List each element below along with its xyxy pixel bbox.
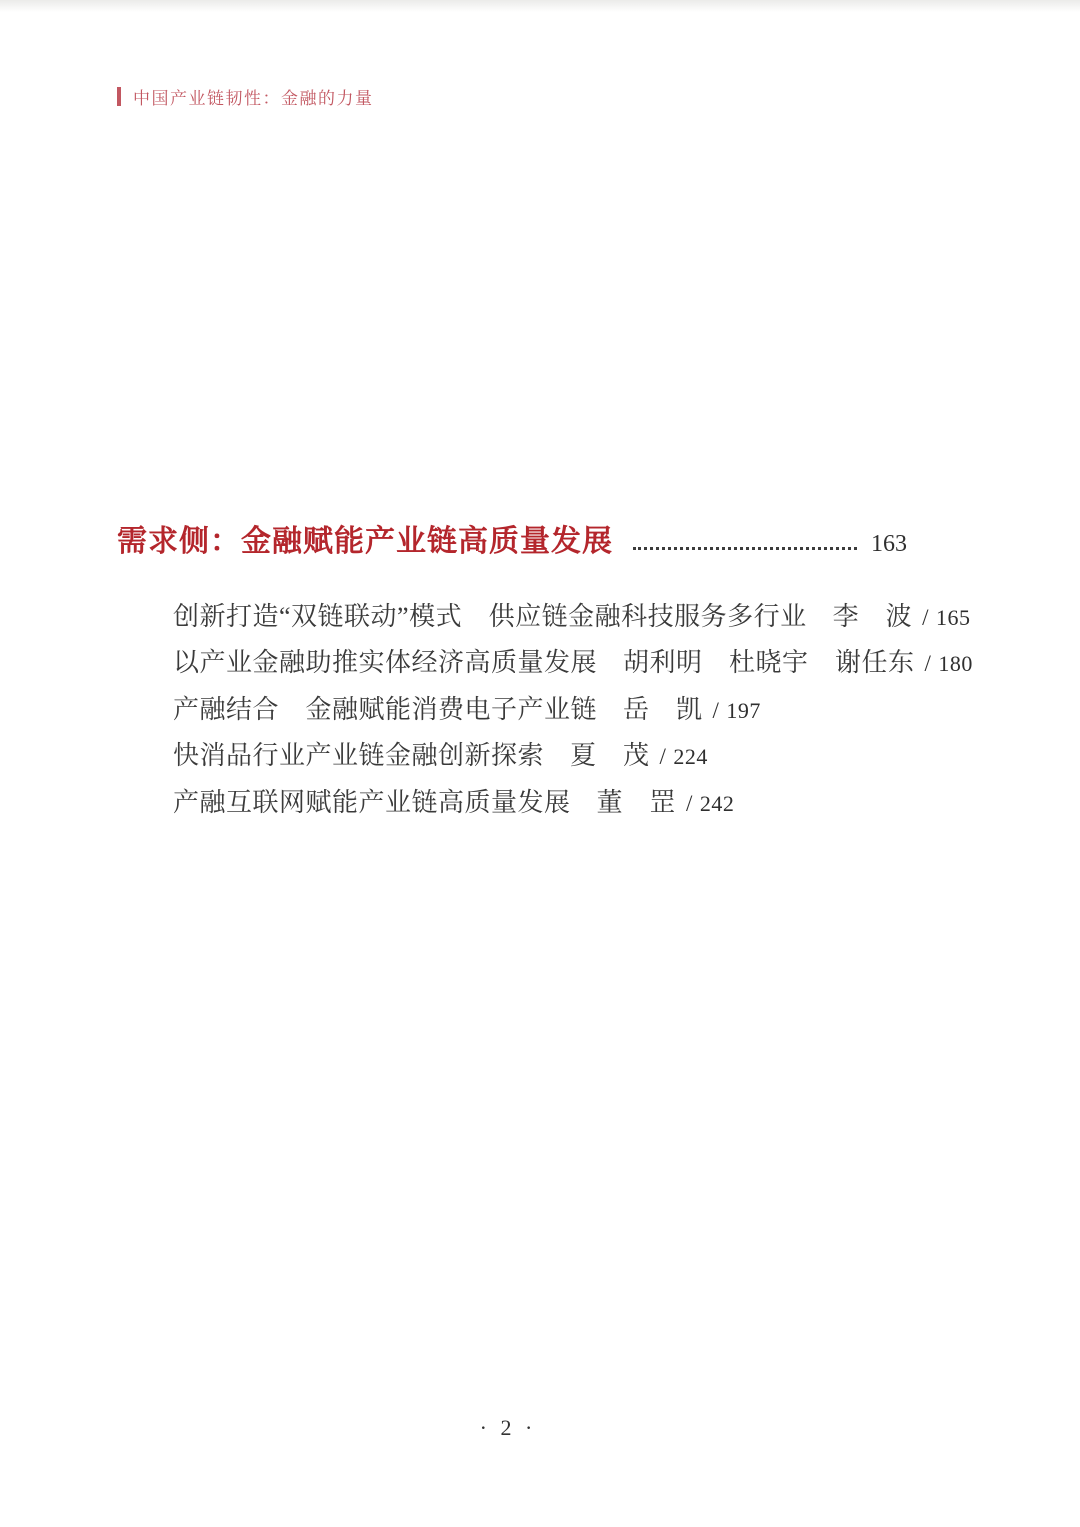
entry-authors: 李 波 xyxy=(832,601,913,631)
entry-page-number: 242 xyxy=(699,790,735,816)
entry-title: 产融互联网赋能产业链高质量发展 xyxy=(173,787,571,817)
entry-page-number: 165 xyxy=(936,604,971,630)
toc-entry xyxy=(173,594,971,641)
entry-authors: 胡利明 杜晓宇 谢任东 xyxy=(623,648,915,677)
section-page-number: 163 xyxy=(871,531,907,558)
toc-entries xyxy=(117,594,973,827)
entry-title: 以产业金融助推实体经济高质量发展 xyxy=(173,648,598,677)
section-title: 需求侧：金融赋能产业链高质量发展 xyxy=(117,525,613,558)
toc-entry xyxy=(173,687,907,734)
entry-page-number: 224 xyxy=(673,744,708,769)
header-accent-bar-icon xyxy=(117,87,121,106)
entry-separator: / xyxy=(686,790,693,816)
toc-entry xyxy=(173,733,907,780)
entry-title: 产融结合 金融赋能消费电子产业链 xyxy=(173,694,598,724)
dot-leader xyxy=(633,547,857,550)
entry-authors: 夏 茂 xyxy=(570,741,650,770)
entry-page-number: 180 xyxy=(938,651,973,676)
toc-entry xyxy=(173,780,907,827)
running-header xyxy=(117,84,374,109)
table-of-contents xyxy=(117,522,973,826)
toc-section-row xyxy=(117,522,907,563)
entry-separator: / xyxy=(659,744,667,769)
entry-authors: 岳 凯 xyxy=(623,694,703,724)
entry-authors: 董 罡 xyxy=(596,787,677,817)
entry-title: 创新打造“双链联动”模式 供应链金融科技服务多行业 xyxy=(173,601,807,631)
folio-page-number: · 2 · xyxy=(479,1415,537,1440)
entry-title: 快消品行业产业链金融创新探索 xyxy=(173,741,545,770)
toc-entry xyxy=(173,640,973,687)
entry-page-number: 197 xyxy=(726,697,761,723)
page-footer xyxy=(0,1415,1080,1441)
book-title: 中国产业链韧性：金融的力量 xyxy=(133,89,374,108)
entry-separator: / xyxy=(712,697,720,723)
entry-separator: / xyxy=(924,651,932,676)
entry-separator: / xyxy=(922,604,929,630)
